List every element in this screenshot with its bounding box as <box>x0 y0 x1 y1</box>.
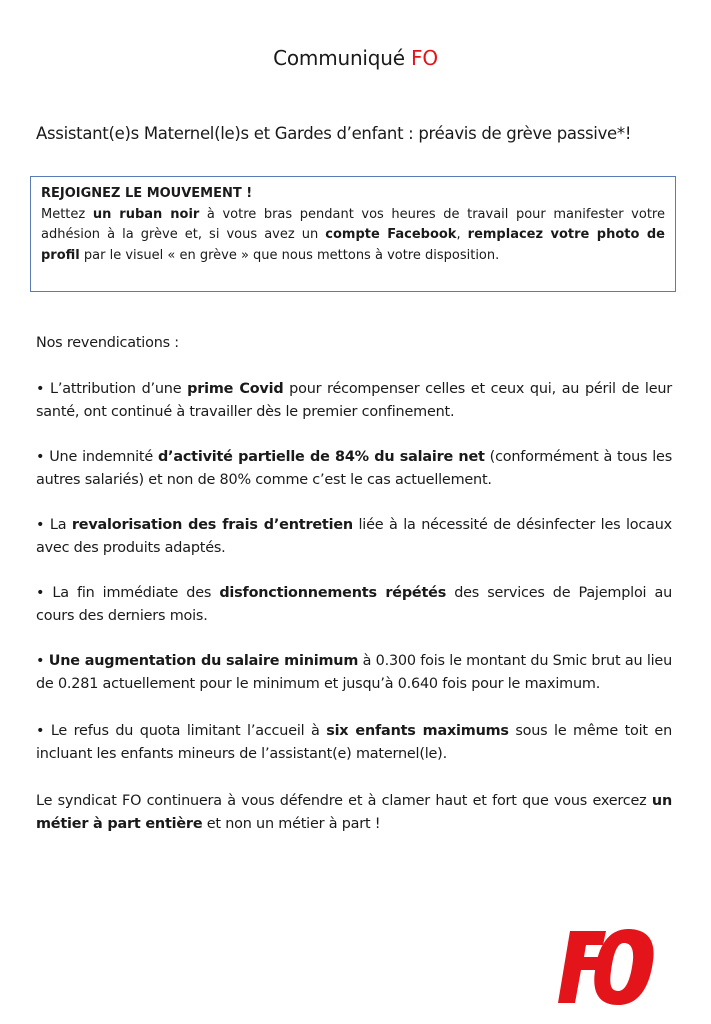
emphasis-text: d’activité partielle de 84% du salaire net <box>157 449 485 465</box>
body-text: sous le même toit en incluant les enfants mineurs de l’assistant(e) maternel(le). <box>36 723 672 762</box>
body-text: des services de Pajemploi au cours des derniers mois. <box>36 585 672 624</box>
callout-body <box>41 205 665 267</box>
fo-logo <box>556 927 666 1007</box>
title-prefix: Communiqué <box>273 46 412 70</box>
demand-item-5 <box>36 650 672 695</box>
emphasis-text: disfonctionnements répétés <box>219 585 447 601</box>
document-subtitle: Assistant(e)s Maternel(le)s et Gardes d’enfant : préavis de grève passive*! <box>36 124 632 143</box>
emphasis-text: revalorisation des frais d’entretien <box>71 517 353 533</box>
closing-statement <box>36 790 672 835</box>
emphasis-text: un métier à part entière <box>36 793 672 832</box>
fo-logo-icon <box>556 927 666 1007</box>
body-text: • La <box>36 517 72 533</box>
body-text: • Le refus du quota limitant l’accueil à <box>36 723 327 739</box>
body-text: , <box>456 227 468 242</box>
callout-box <box>30 176 676 292</box>
body-text: Mettez <box>41 206 93 222</box>
body-text: par le visuel « en grève » que nous mettons à votre disposition. <box>79 247 500 263</box>
body-text: • La fin immédiate des <box>36 585 220 601</box>
body-text: à votre bras pendant vos heures de travail pour manifester votre adhésion à la grève et, si vous avez un <box>41 206 665 242</box>
body-text: Le syndicat FO continuera à vous défendre et à clamer haut et fort que vous exercez <box>36 793 652 809</box>
title-brand: FO <box>411 46 438 70</box>
body-text: (conformément à tous les autres salariés) et non de 80% comme c’est le cas actuellement. <box>36 449 672 488</box>
emphasis-text: compte Facebook <box>325 227 457 242</box>
body-text: • <box>36 653 49 669</box>
emphasis-text: prime Covid <box>187 381 284 397</box>
demand-item-2 <box>36 446 672 491</box>
demands-heading: Nos revendications : <box>36 335 179 351</box>
body-text: • Une indemnité <box>36 449 158 465</box>
demand-item-4 <box>36 582 672 627</box>
emphasis-text: un ruban noir <box>92 206 200 222</box>
demand-item-3 <box>36 514 672 559</box>
emphasis-text: Une augmentation du salaire minimum <box>48 653 359 669</box>
demand-item-1 <box>36 378 672 423</box>
demand-item-6 <box>36 720 672 765</box>
document-title <box>0 46 711 70</box>
body-text: • L’attribution d’une <box>36 381 188 397</box>
emphasis-text: remplacez votre photo de profil <box>41 227 665 263</box>
callout-title: REJOIGNEZ LE MOUVEMENT ! <box>41 186 253 201</box>
body-text: et non un métier à part ! <box>202 815 381 832</box>
body-text: liée à la nécessité de désinfecter les locaux avec des produits adaptés. <box>36 517 672 556</box>
body-text: à 0.300 fois le montant du Smic brut au lieu de 0.281 actuellement pour le minimum et jusqu’à 0.640 fois pour le maximum. <box>36 653 672 692</box>
emphasis-text: six enfants maximums <box>326 723 509 739</box>
body-text: pour récompenser celles et ceux qui, au péril de leur santé, ont continué à travailler dès le premier confinement. <box>36 381 672 420</box>
